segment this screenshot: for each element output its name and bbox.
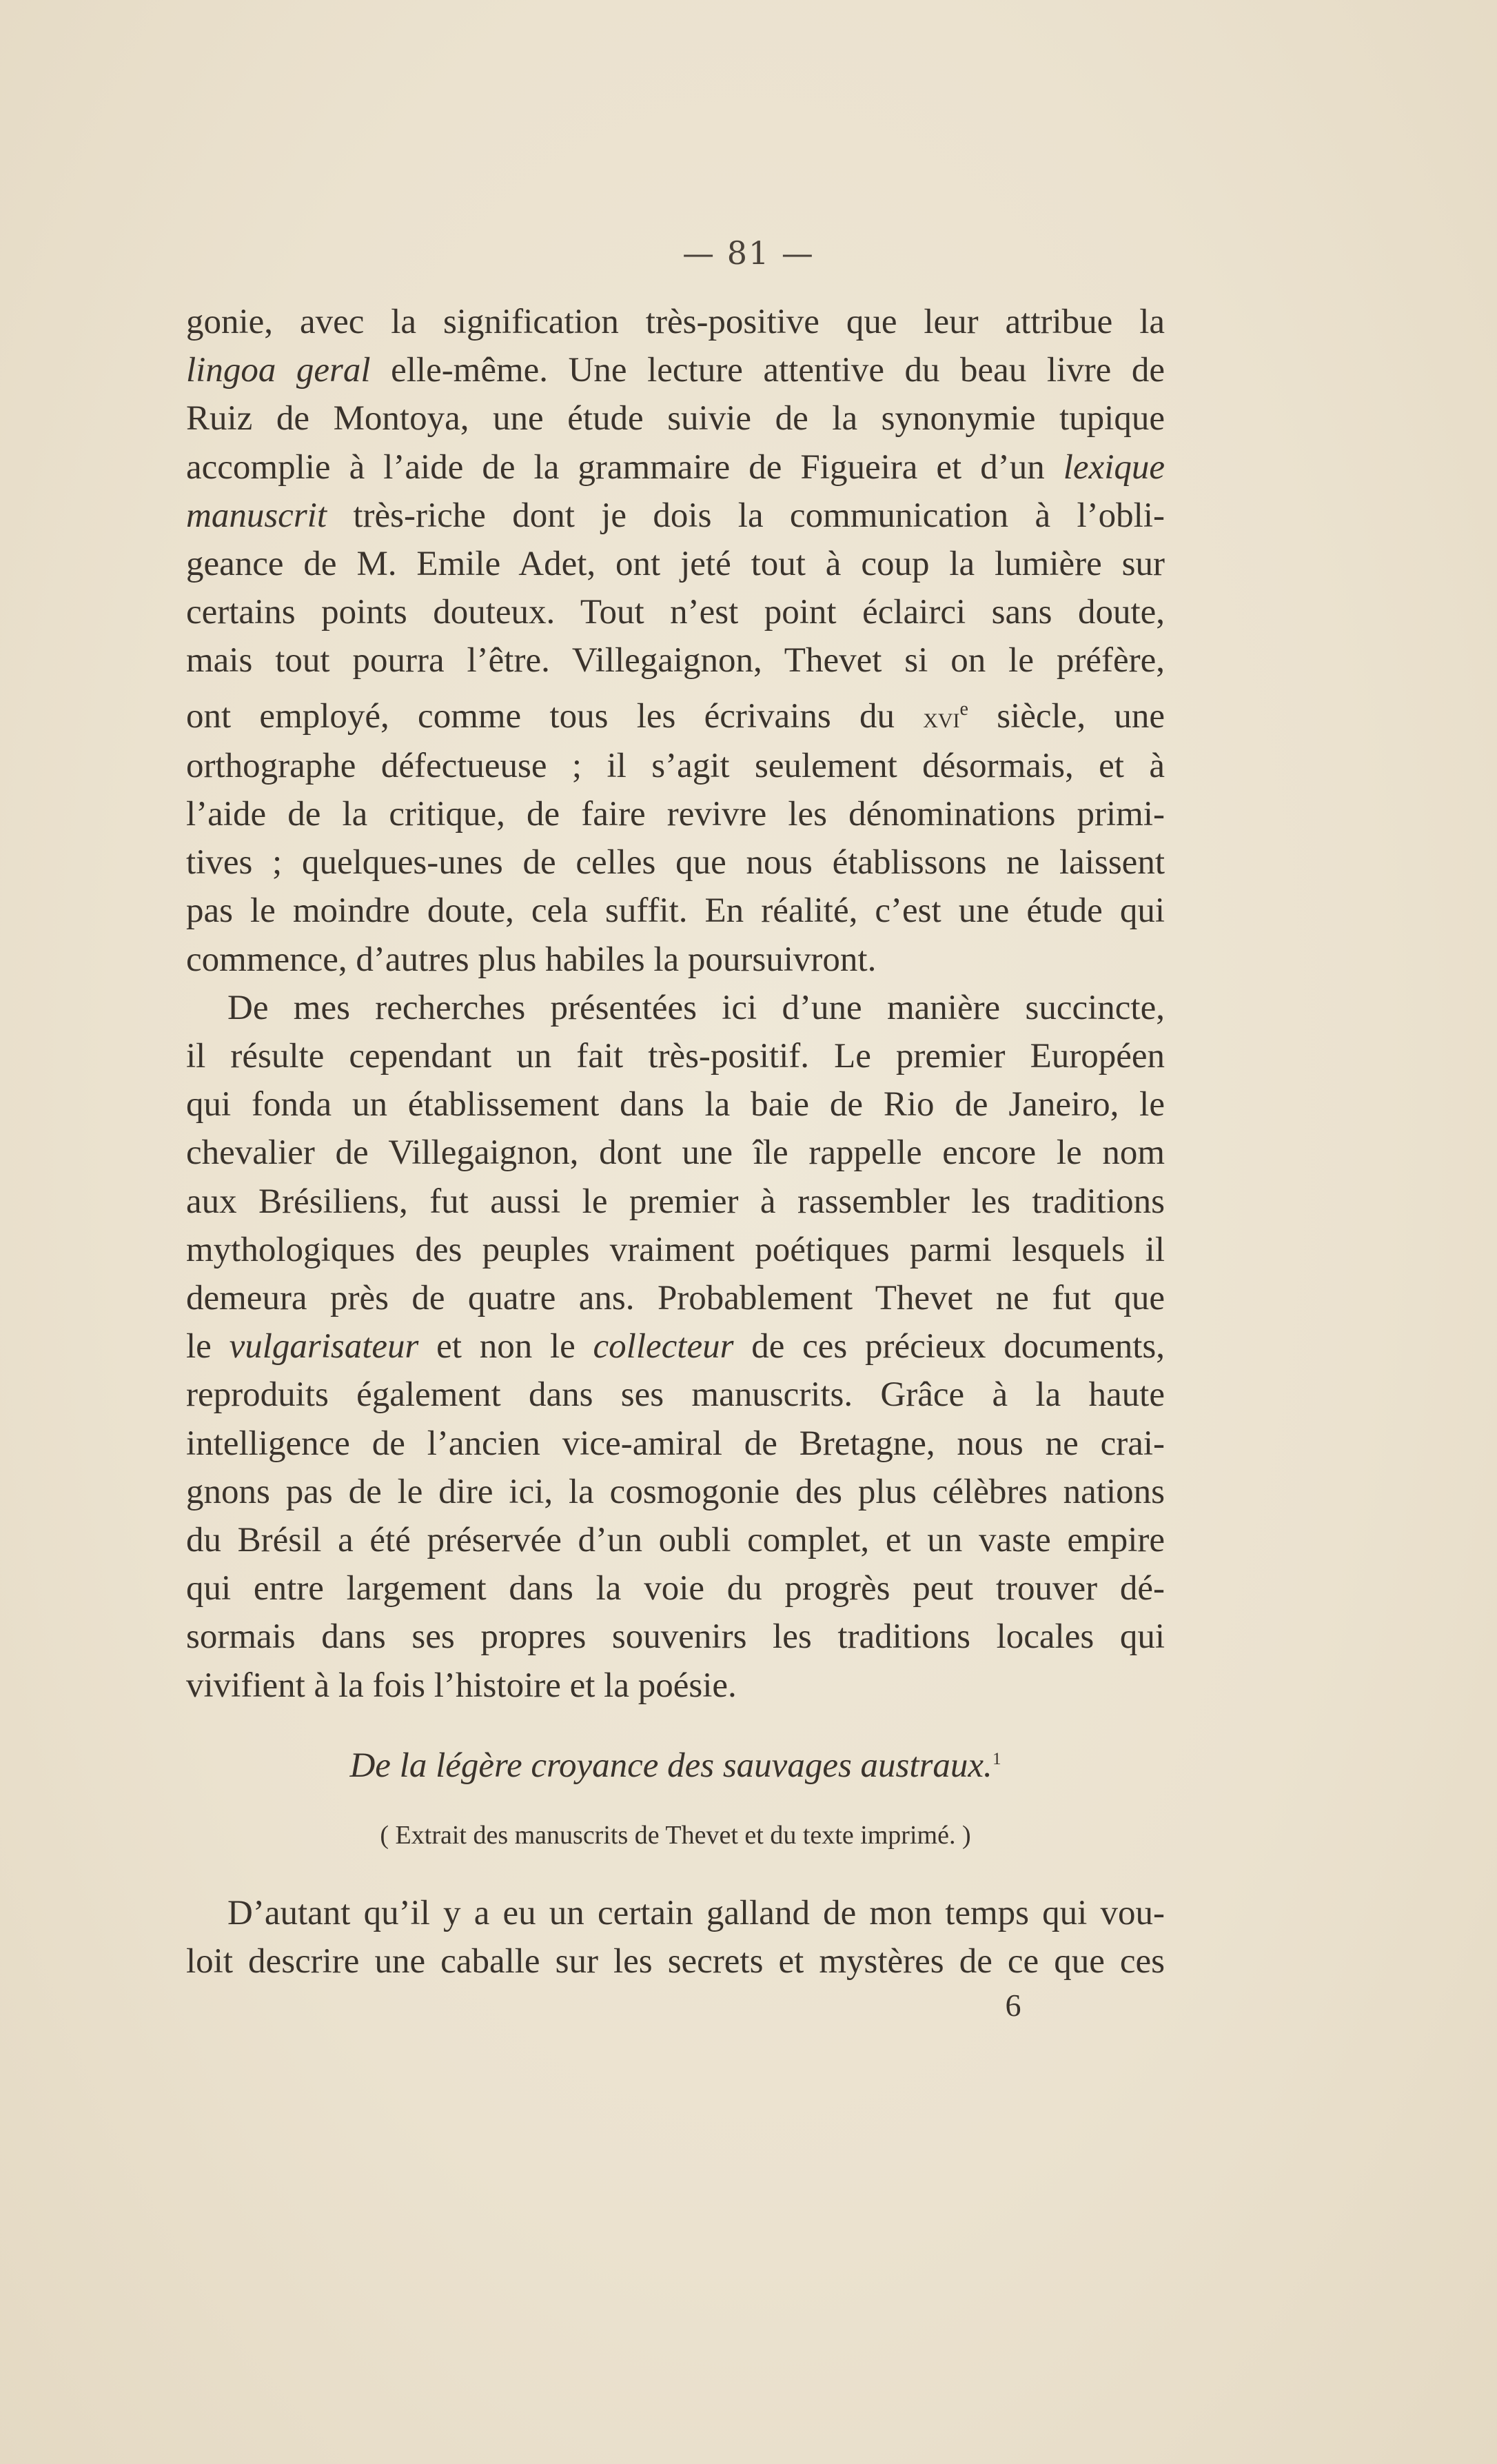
- text-line: mythologiques des peuples vraiment poétiques parmi lesquels il: [186, 1230, 1165, 1269]
- text-line: lingoa geral elle-même. Une lecture attentive du beau livre de: [186, 351, 1165, 390]
- text-line: il résulte cependant un fait très-positif. Le premier Européen: [186, 1037, 1165, 1076]
- text-line: mais tout pourra l’être. Villegaignon, Thevet si on le préfère,: [186, 641, 1165, 680]
- text-line: qui fonda un établissement dans la baie de Rio de Janeiro, le: [186, 1085, 1165, 1124]
- section-subheading: ( Extrait des manuscrits de Thevet et du texte imprimé. ): [380, 1821, 971, 1850]
- main-text: [186, 298, 1165, 1710]
- italic-term: manuscrit: [186, 496, 327, 535]
- text-line: manuscrit très-riche dont je dois la communication à l’obli-: [186, 496, 1165, 535]
- text-line: gnons pas de le dire ici, la cosmogonie des plus célèbres nations: [186, 1472, 1165, 1511]
- text-line: reproduits également dans ses manuscrits. Grâce à la haute: [186, 1375, 1165, 1415]
- italic-term: lexique: [1063, 447, 1165, 487]
- text-line: gonie, avec la signification très-positive que leur attribue la: [186, 303, 1165, 341]
- text-line: aux Brésiliens, fut aussi le premier à rassembler les traditions: [186, 1182, 1165, 1221]
- text-line: qui entre largement dans la voie du progrès peut trouver dé-: [186, 1569, 1165, 1608]
- text-line: De mes recherches présentées ici d’une manière succincte,: [227, 988, 1165, 1027]
- text-line: chevalier de Villegaignon, dont une île rappelle encore le nom: [186, 1133, 1165, 1173]
- paragraph-3: [186, 1889, 1165, 1986]
- text-line: orthographe défectueuse ; il s’agit seulement désormais, et à: [186, 746, 1165, 785]
- text-line: intelligence de l’ancien vice-amiral de Bretagne, nous ne crai-: [186, 1424, 1165, 1463]
- text-line: le vulgarisateur et non le collecteur de ces précieux documents,: [186, 1327, 1165, 1366]
- text-line: Ruiz de Montoya, une étude suivie de la synonymie tupique: [186, 399, 1165, 438]
- text-line: demeura près de quatre ans. Probablement Thevet ne fut que: [186, 1279, 1165, 1318]
- text-line: accomplie à l’aide de la grammaire de Figueira et d’un lexique: [186, 447, 1165, 487]
- footnote-mark: 1: [992, 1748, 1001, 1768]
- text-line: certains points douteux. Tout n’est point éclairci sans doute,: [186, 593, 1165, 632]
- text-line: pas le moindre doute, cela suffit. En réalité, c’est une étude qui: [186, 891, 1165, 931]
- italic-term: vulgarisateur: [229, 1327, 419, 1366]
- italic-term: collecteur: [593, 1327, 734, 1366]
- page-number: — 81 —: [682, 234, 815, 272]
- text-line: sormais dans ses propres souvenirs les traditions locales qui: [186, 1617, 1165, 1657]
- text-line: l’aide de la critique, de faire revivre les dénominations primi-: [186, 795, 1165, 834]
- text-line: ont employé, comme tous les écrivains du xvi$^e$ siècle, une: [186, 696, 1165, 736]
- text-line: loit descrire une caballe sur les secrets et mystères de ce que ces: [186, 1942, 1165, 1981]
- section-heading: De la légère croyance des sauvages austraux.$^1$: [349, 1746, 1001, 1785]
- italic-term: lingoa geral: [186, 351, 371, 390]
- signature-mark: 6: [1005, 1988, 1021, 2023]
- text-line: tives ; quelques-unes de celles que nous établissons ne laissent: [186, 843, 1165, 882]
- text-line: D’autant qu’il y a eu un certain galland de mon temps qui vou-: [227, 1894, 1165, 1932]
- text-line: vivifient à la fois l’histoire et la poésie.: [186, 1666, 737, 1705]
- text-line: geance de M. Emile Adet, ont jeté tout à coup la lumière sur: [186, 545, 1165, 584]
- text-line: du Brésil a été préservée d’un oubli complet, et un vaste empire: [186, 1521, 1165, 1560]
- text-line: commence, d’autres plus habiles la poursuivront.: [186, 940, 877, 979]
